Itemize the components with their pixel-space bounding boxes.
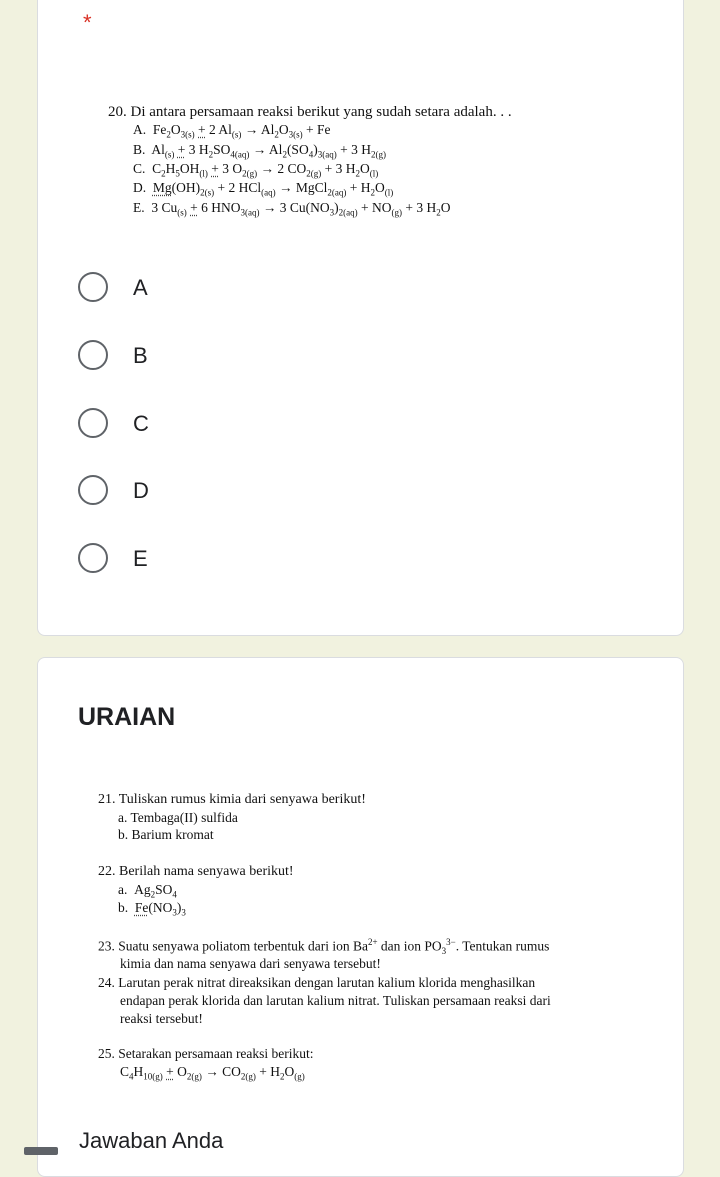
q22a-text: a. $Ag_2SO_4$ xyxy=(118,882,177,900)
q21a-text: a. Tembaga(II) sulfida xyxy=(118,810,238,825)
radio-button[interactable] xyxy=(78,543,108,573)
option-c[interactable] xyxy=(78,408,378,448)
option-a-equation: A. $Fe_2O_{3(s)} + 2$ $Al_{(s)} \to Al_2O_{3(s)} + Fe$ xyxy=(133,122,331,140)
question-card xyxy=(37,0,684,636)
q21b-text: b. Barium kromat xyxy=(118,827,214,842)
radio-button[interactable] xyxy=(78,475,108,505)
option-label: B xyxy=(133,343,148,368)
q21-text: 21. Tuliskan rumus kimia dari senyawa berikut! xyxy=(98,792,366,807)
q23-line2: kimia dan nama senyawa dari senyawa tersebut! xyxy=(120,956,381,971)
q22b-text: b. $Fe(NO_3)_3$ xyxy=(118,900,186,918)
q24-line2: endapan perak klorida dan larutan kalium nitrat. Tuliskan persamaan reaksi dari xyxy=(120,993,551,1008)
option-label: E xyxy=(133,546,148,571)
option-c-equation: C. $C_2H_5OH_{(l)} + 3$ $O_{2(g)} \to 2$ $CO_{2(g)} + 3$ $H_2O_{(l)}$ xyxy=(133,161,379,179)
option-label: D xyxy=(133,478,149,503)
option-label: A xyxy=(133,275,148,300)
option-e-equation: E. 3 $Cu_{(s)} + 6$ $HNO_{3(aq)} \to 3$ $Cu(NO_3)_{2(aq)} + NO_{(g)} + 3$ $H_2O$ xyxy=(133,200,451,218)
radio-button[interactable] xyxy=(78,408,108,438)
section-title: URAIAN xyxy=(78,703,176,731)
required-mark: * xyxy=(83,10,92,35)
question-20-title: 20. Di antara persamaan reaksi berikut yang sudah setara adalah. . . xyxy=(108,104,512,120)
option-label: C xyxy=(133,411,149,436)
radio-button[interactable] xyxy=(78,340,108,370)
option-b-equation: B. $Al_{(s)} + 3$ $H_2SO_{4(aq)} \to Al_2(SO_4)_{3(aq)} + 3$ $H_{2(g)}$ xyxy=(133,142,386,160)
option-d-equation: D. $Mg(OH)_{2(s)} + 2$ HCl$_{(aq)}$ → MgCl$_{2(aq)}$ + $H_2O_{(l)}$ xyxy=(133,180,394,198)
q25-text: 25. Setarakan persamaan reaksi berikut: xyxy=(98,1046,314,1061)
option-a[interactable] xyxy=(78,272,378,312)
radio-button[interactable] xyxy=(78,272,108,302)
option-b[interactable] xyxy=(78,340,378,380)
q22-text: 22. Berilah nama senyawa berikut! xyxy=(98,864,294,879)
q23-line1: 23. Suatu senyawa poliatom terbentuk dari ion $Ba^{2+}$ dan ion $PO_3^{3-}$. Tentukan rumus xyxy=(98,937,550,957)
option-e[interactable] xyxy=(78,543,378,583)
q24-line3: reaksi tersebut! xyxy=(120,1011,203,1026)
answer-label: Jawaban Anda xyxy=(79,1128,224,1153)
q25-equation: $C_4H_{10(g)} + O_{2(g)} \to CO_{2(g)} + H_2O_{(g)}$ xyxy=(120,1064,305,1082)
option-d[interactable] xyxy=(78,475,378,515)
q24-line1: 24. Larutan perak nitrat direaksikan dengan larutan kalium klorida menghasilkan xyxy=(98,975,536,990)
